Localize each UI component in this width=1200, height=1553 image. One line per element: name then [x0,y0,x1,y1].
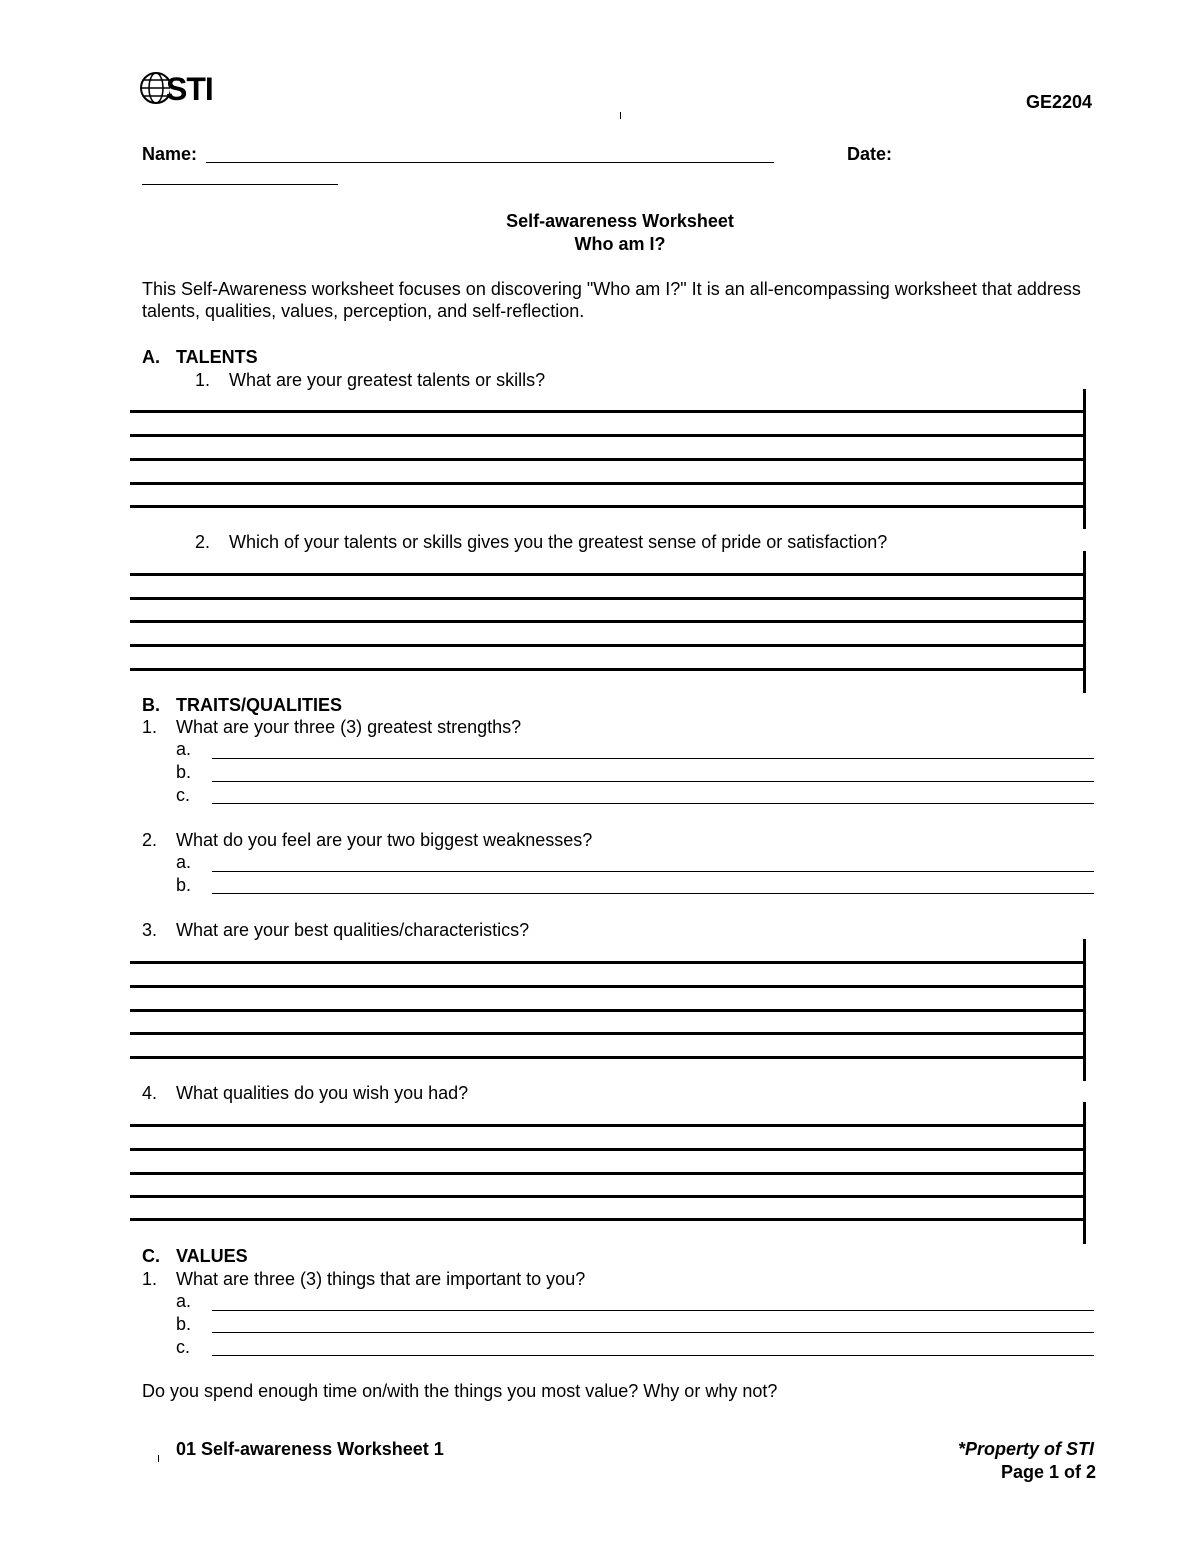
question-text: What do you feel are your two biggest weaknesses? [176,830,593,850]
option-label: c. [176,785,191,805]
answer-line[interactable] [130,482,1086,485]
question-text: What qualities do you wish you had? [176,1083,469,1103]
question-number: 1. [142,1269,158,1289]
footer-property: *Property of STI [957,1439,1094,1459]
question-text: What are your three (3) greatest strengths? [176,717,522,737]
name-field[interactable] [206,162,774,163]
question-b1 [142,716,521,738]
sti-logo [140,68,222,110]
worksheet-title: Self-awareness Worksheet [506,211,734,231]
answer-line[interactable] [130,573,1086,576]
answer-line[interactable] [130,961,1086,964]
answer-line[interactable] [130,1056,1086,1059]
option-label: a. [176,1291,192,1311]
worksheet-subtitle: Who am I? [574,234,666,254]
question-number: 1. [195,370,211,390]
option-label: b. [176,1314,192,1334]
logo-text: STI [166,71,213,107]
option-answer-line[interactable] [212,871,1094,872]
name-label: Name: [142,144,198,164]
option-answer-line[interactable] [212,1310,1094,1311]
answer-line[interactable] [130,1009,1086,1012]
question-text: What are your best qualities/characteristics? [176,920,530,940]
question-b4 [142,1082,468,1104]
option-answer-line[interactable] [212,803,1094,804]
section-title: TALENTS [176,347,258,367]
answer-line[interactable] [130,1195,1086,1198]
answer-line[interactable] [130,1124,1086,1127]
question-number: 2. [142,830,158,850]
option-answer-line[interactable] [212,893,1094,894]
option-answer-line[interactable] [212,758,1094,759]
question-text: What are your greatest talents or skills? [229,370,546,390]
date-label: Date: [847,144,893,164]
answer-line[interactable] [130,1148,1086,1151]
question-number: 1. [142,717,158,737]
answer-line[interactable] [130,1218,1086,1221]
question-b3 [142,919,529,941]
answer-line[interactable] [130,1172,1086,1175]
option-label: c. [176,1337,191,1357]
divider-tick [620,112,621,119]
footer-page-number: Page 1 of 2 [1000,1462,1096,1482]
course-code: GE2204 [1025,92,1092,112]
answer-line[interactable] [130,668,1086,671]
answer-line[interactable] [130,620,1086,623]
question-c2: Do you spend enough time on/with the things you most value? Why or why not? [142,1381,778,1401]
question-text: Which of your talents or skills gives you the greatest sense of pride or satisfaction? [229,532,888,552]
answer-line[interactable] [130,985,1086,988]
section-c-heading [142,1245,248,1267]
question-a2 [195,531,887,553]
question-text: What are three (3) things that are important to you? [176,1269,586,1289]
date-field[interactable] [142,184,338,185]
answer-line[interactable] [130,458,1086,461]
section-title: TRAITS/QUALITIES [176,695,342,715]
section-b-heading [142,694,342,716]
footer-document-title: 01 Self-awareness Worksheet 1 [176,1439,444,1459]
question-a1 [195,369,545,391]
question-number: 4. [142,1083,158,1103]
option-label: b. [176,762,192,782]
option-answer-line[interactable] [212,781,1094,782]
option-label: a. [176,852,192,872]
question-b2 [142,829,592,851]
answer-line[interactable] [130,434,1086,437]
answer-line[interactable] [130,410,1086,413]
section-letter: A. [142,347,160,367]
option-label: a. [176,739,192,759]
section-title: VALUES [176,1246,248,1266]
intro-paragraph: This Self-Awareness worksheet focuses on discovering "Who am I?" It is an all-encompassing worksheet that address talents, qualities, values, perception, and self-reflection. [142,279,1081,321]
section-letter: C. [142,1246,160,1266]
question-number: 2. [195,532,211,552]
divider-tick [158,1455,159,1462]
question-c1 [142,1268,585,1290]
question-number: 3. [142,920,158,940]
option-answer-line[interactable] [212,1332,1094,1333]
section-letter: B. [142,695,160,715]
answer-line[interactable] [130,1032,1086,1035]
option-answer-line[interactable] [212,1355,1094,1356]
answer-line[interactable] [130,644,1086,647]
answer-line[interactable] [130,505,1086,508]
section-a-heading [142,346,258,368]
option-label: b. [176,875,192,895]
answer-line[interactable] [130,597,1086,600]
